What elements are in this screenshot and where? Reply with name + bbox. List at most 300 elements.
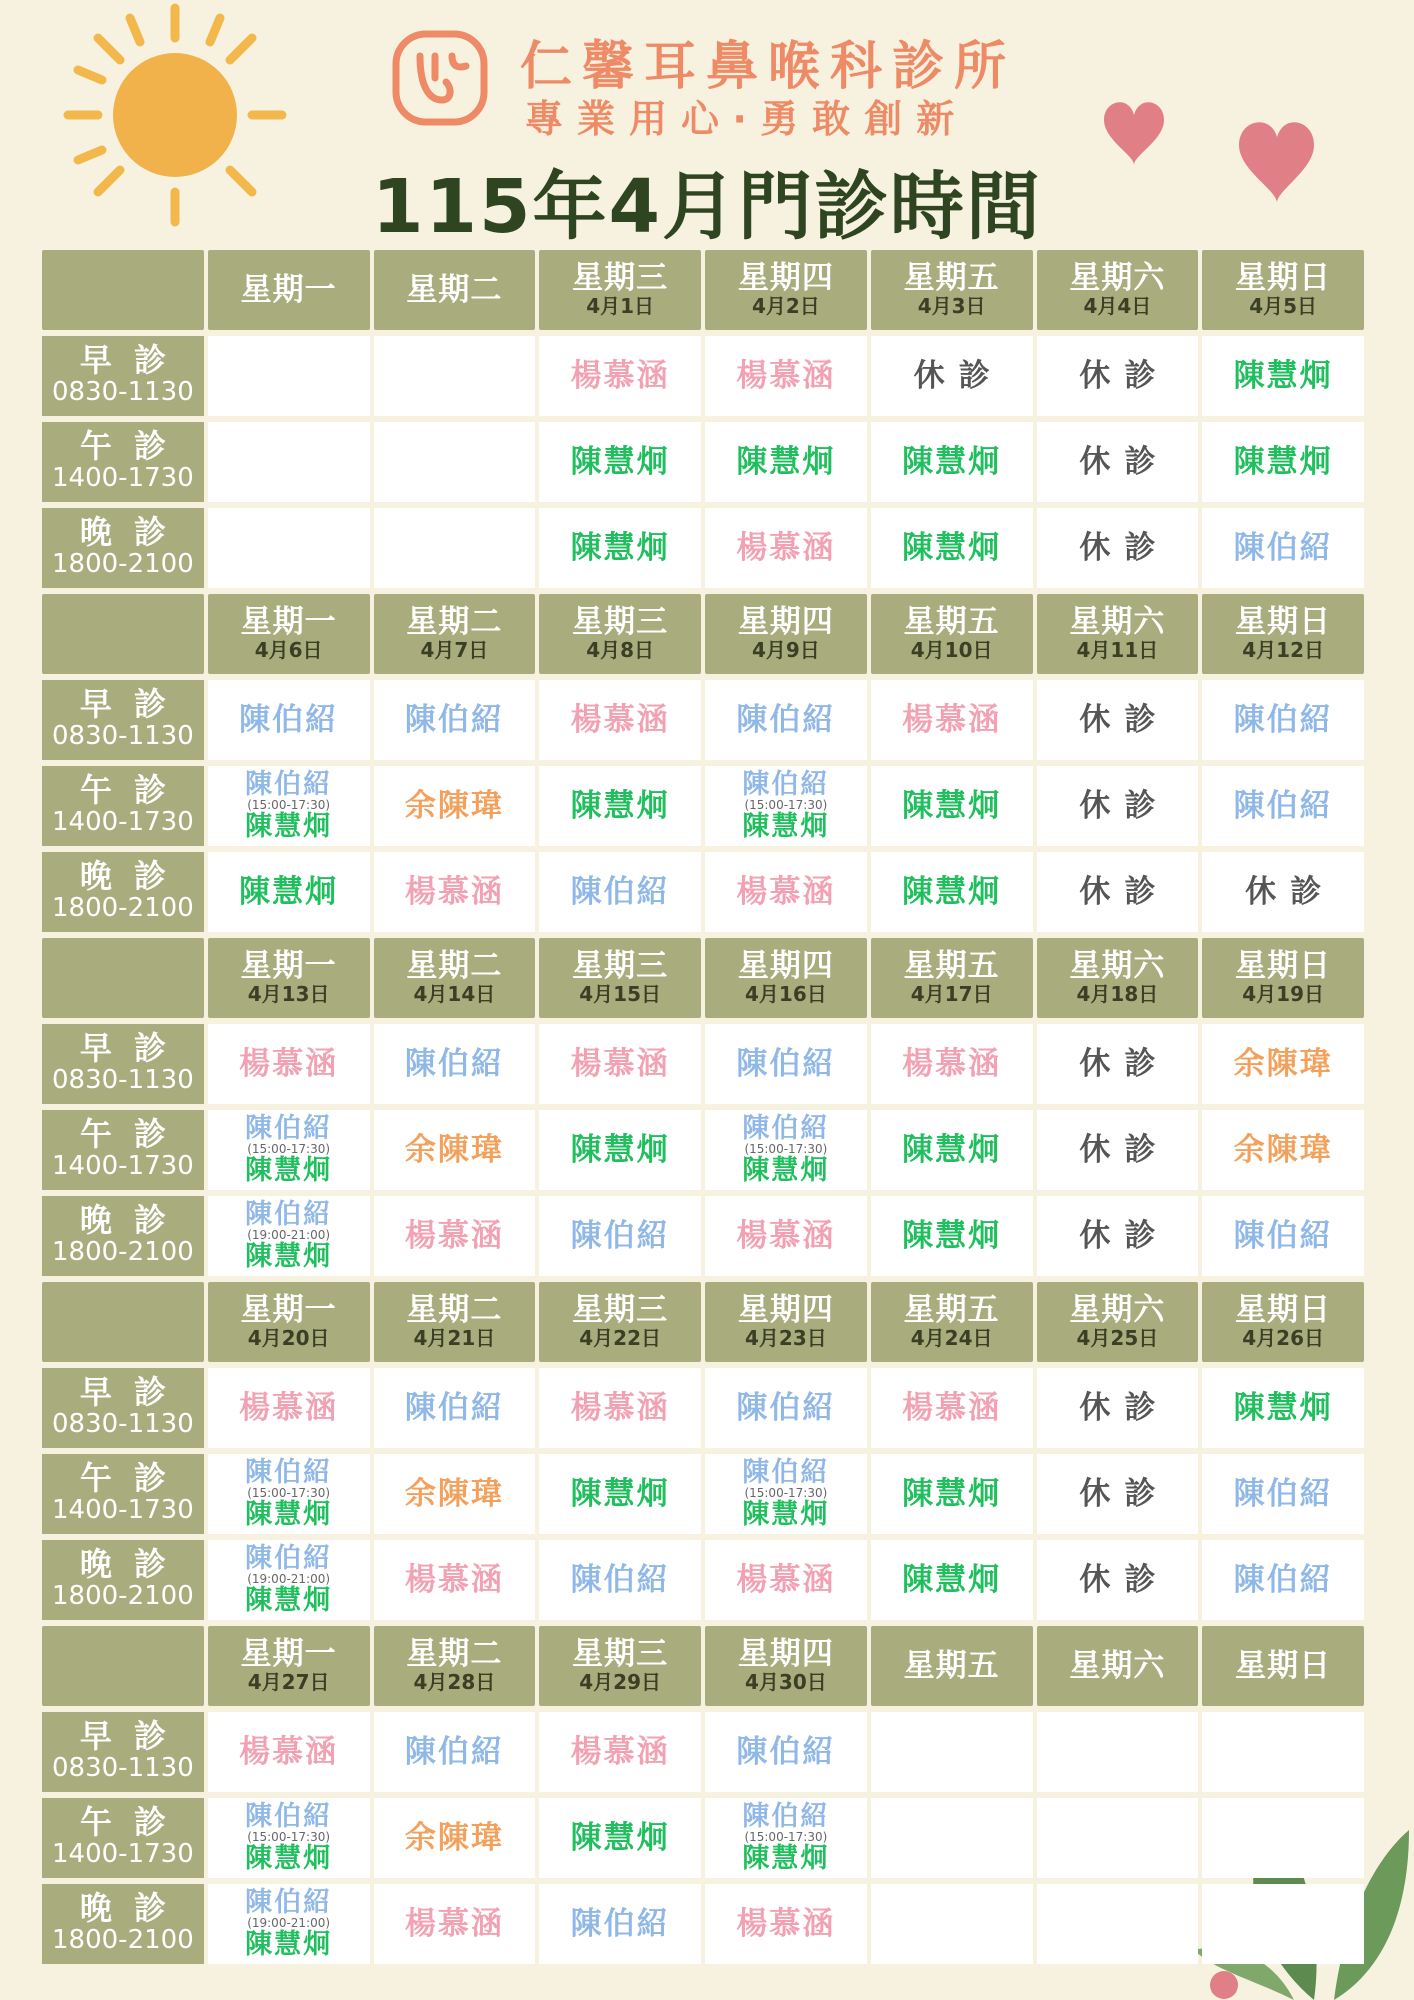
schedule-cell xyxy=(208,1712,370,1792)
page-title: 115年4月門診時間 xyxy=(372,164,1042,250)
doctor-name: 楊慕涵 xyxy=(239,1045,339,1082)
schedule-cell xyxy=(871,1110,1033,1190)
doctor-name: 陳慧炯 xyxy=(736,443,836,480)
schedule-cell xyxy=(705,1712,867,1792)
doctor-name: 楊慕涵 xyxy=(404,1217,504,1254)
hours-note: (15:00-17:30) xyxy=(247,798,331,813)
session-label xyxy=(42,852,204,932)
schedule-cell xyxy=(208,766,370,846)
schedule-cell xyxy=(208,508,370,588)
schedule-cell xyxy=(871,1368,1033,1448)
doctor-name: 陳慧炯 xyxy=(239,873,339,910)
doctor-name: 陳慧炯 xyxy=(742,1154,830,1186)
doctor-name: 陳伯紹 xyxy=(570,1561,670,1598)
doctor-name: 楊慕涵 xyxy=(736,873,836,910)
week-header-corner xyxy=(42,594,204,674)
doctor-name: 陳伯紹 xyxy=(1233,787,1333,824)
doctor-name: 楊慕涵 xyxy=(736,1217,836,1254)
weekday-label: 星期六 xyxy=(1069,947,1166,984)
schedule-cell xyxy=(1037,1024,1199,1104)
schedule-cell xyxy=(374,1110,536,1190)
weekday-label: 星期三 xyxy=(572,603,669,640)
session-label xyxy=(42,1540,204,1620)
doctor-name: 余陳瑋 xyxy=(404,787,504,824)
session-name: 早診 xyxy=(79,341,188,380)
closed-label: 休診 xyxy=(1079,701,1170,738)
schedule-cell xyxy=(871,1884,1033,1964)
weekday-label: 星期一 xyxy=(240,603,337,640)
schedule-cell xyxy=(1202,422,1364,502)
weekday-label: 星期四 xyxy=(737,603,834,640)
closed-label: 休診 xyxy=(1079,1217,1170,1254)
doctor-name: 陳伯紹 xyxy=(736,1733,836,1770)
schedule-cell xyxy=(208,1110,370,1190)
schedule-cell xyxy=(1037,1368,1199,1448)
schedule-cell xyxy=(705,680,867,760)
schedule-cell xyxy=(871,680,1033,760)
day-header xyxy=(871,1626,1033,1706)
session-label xyxy=(42,1368,204,1448)
day-header xyxy=(871,1282,1033,1362)
date-label: 4月29日 xyxy=(579,1670,661,1695)
date-label: 4月27日 xyxy=(247,1670,330,1695)
schedule-cell xyxy=(374,336,536,416)
hours-note: (15:00-17:30) xyxy=(247,1142,331,1157)
doctor-name: 陳慧炯 xyxy=(245,1240,333,1272)
day-header xyxy=(1037,938,1199,1018)
date-label: 4月10日 xyxy=(910,638,993,663)
schedule-cell xyxy=(539,1454,701,1534)
doctor-name: 陳伯紹 xyxy=(404,1045,504,1082)
hours-note: (15:00-17:30) xyxy=(744,1830,828,1845)
schedule-cell xyxy=(871,1196,1033,1276)
date-label: 4月7日 xyxy=(420,638,489,663)
session-label xyxy=(42,336,204,416)
closed-label: 休診 xyxy=(1079,1475,1170,1512)
schedule-cell xyxy=(871,1454,1033,1534)
hours-note: (15:00-17:30) xyxy=(744,1486,828,1501)
session-name: 早診 xyxy=(79,1717,188,1756)
session-label xyxy=(42,1712,204,1792)
doctor-name: 陳慧炯 xyxy=(902,443,1002,480)
session-name: 早診 xyxy=(79,685,188,724)
date-label: 4月24日 xyxy=(910,1326,993,1351)
session-time: 0830-1130 xyxy=(52,1064,194,1095)
doctor-name: 陳慧炯 xyxy=(1233,1389,1333,1426)
closed-label: 休診 xyxy=(1079,1561,1170,1598)
schedule-cell xyxy=(705,336,867,416)
weekday-label: 星期二 xyxy=(406,1291,503,1328)
weekday-label: 星期二 xyxy=(406,603,503,640)
schedule-cell xyxy=(208,680,370,760)
weekday-label: 星期日 xyxy=(1235,259,1332,296)
schedule-cell xyxy=(871,1798,1033,1878)
schedule-cell xyxy=(539,508,701,588)
schedule-cell xyxy=(1202,1798,1364,1878)
doctor-name: 陳慧炯 xyxy=(742,1842,830,1874)
date-label: 4月15日 xyxy=(579,982,661,1007)
day-header xyxy=(1202,1282,1364,1362)
schedule-cell xyxy=(1202,852,1364,932)
schedule-cell xyxy=(871,422,1033,502)
schedule-cell xyxy=(539,1110,701,1190)
session-name: 晚診 xyxy=(79,1545,188,1584)
schedule-cell xyxy=(705,1540,867,1620)
date-label: 4月9日 xyxy=(751,638,820,663)
date-label: 4月2日 xyxy=(751,294,820,319)
schedule-cell xyxy=(374,1368,536,1448)
doctor-name: 陳慧炯 xyxy=(570,787,670,824)
doctor-name: 陳伯紹 xyxy=(742,1457,830,1489)
schedule-cell xyxy=(539,852,701,932)
doctor-name: 楊慕涵 xyxy=(736,1561,836,1598)
weekday-label: 星期日 xyxy=(1235,1291,1332,1328)
day-header xyxy=(871,594,1033,674)
schedule-cell xyxy=(208,1024,370,1104)
doctor-name: 楊慕涵 xyxy=(404,873,504,910)
session-time: 0830-1130 xyxy=(52,720,194,751)
clinic-name: 仁馨耳鼻喉科診所 xyxy=(520,37,1017,97)
doctor-name: 陳慧炯 xyxy=(902,787,1002,824)
doctor-name: 余陳瑋 xyxy=(1233,1131,1333,1168)
schedule-cell xyxy=(871,1024,1033,1104)
session-name: 午診 xyxy=(79,1459,188,1498)
session-time: 1800-2100 xyxy=(52,892,194,923)
doctor-name: 楊慕涵 xyxy=(570,1045,670,1082)
schedule-cell xyxy=(1037,766,1199,846)
doctor-name: 楊慕涵 xyxy=(570,1733,670,1770)
doctor-name: 陳慧炯 xyxy=(245,1154,333,1186)
doctor-name: 陳伯紹 xyxy=(1233,1217,1333,1254)
weekday-label: 星期六 xyxy=(1069,259,1166,296)
closed-label: 休診 xyxy=(1079,443,1170,480)
weekday-label: 星期三 xyxy=(572,947,669,984)
hours-note: (15:00-17:30) xyxy=(744,798,828,813)
date-label: 4月22日 xyxy=(579,1326,661,1351)
date-label: 4月3日 xyxy=(917,294,986,319)
schedule-cell xyxy=(705,766,867,846)
session-name: 午診 xyxy=(79,1803,188,1842)
day-header xyxy=(539,1626,701,1706)
schedule-table xyxy=(42,250,1364,1964)
schedule-cell xyxy=(1037,336,1199,416)
schedule-cell xyxy=(539,680,701,760)
weekday-label: 星期五 xyxy=(903,603,1000,640)
schedule-cell xyxy=(1037,680,1199,760)
schedule-cell xyxy=(1202,508,1364,588)
schedule-cell xyxy=(1037,422,1199,502)
day-header xyxy=(1037,594,1199,674)
day-header xyxy=(1037,250,1199,330)
day-header xyxy=(374,1626,536,1706)
schedule-cell xyxy=(1037,1540,1199,1620)
date-label: 4月13日 xyxy=(247,982,330,1007)
session-name: 午診 xyxy=(79,771,188,810)
schedule-cell xyxy=(539,1712,701,1792)
clinic-slogan: 專業用心‧勇敢創新 xyxy=(525,97,969,141)
date-label: 4月23日 xyxy=(745,1326,827,1351)
session-label xyxy=(42,1884,204,1964)
schedule-cell xyxy=(539,1884,701,1964)
schedule-cell xyxy=(705,852,867,932)
date-label: 4月5日 xyxy=(1249,294,1318,319)
doctor-name: 楊慕涵 xyxy=(404,1561,504,1598)
weekday-label: 星期二 xyxy=(406,947,503,984)
schedule-cell xyxy=(208,1454,370,1534)
weekday-label: 星期五 xyxy=(903,1647,1000,1684)
doctor-name: 楊慕涵 xyxy=(736,357,836,394)
schedule-cell xyxy=(539,422,701,502)
date-label: 4月16日 xyxy=(745,982,827,1007)
doctor-name: 陳伯紹 xyxy=(404,701,504,738)
doctor-name: 余陳瑋 xyxy=(404,1475,504,1512)
schedule-cell xyxy=(208,1540,370,1620)
schedule-cell xyxy=(539,1024,701,1104)
closed-label: 休診 xyxy=(1079,357,1170,394)
doctor-name: 陳伯紹 xyxy=(404,1733,504,1770)
session-name: 午診 xyxy=(79,1115,188,1154)
schedule-cell xyxy=(1202,1024,1364,1104)
weekday-label: 星期四 xyxy=(737,259,834,296)
closed-label: 休診 xyxy=(1079,1389,1170,1426)
doctor-name: 余陳瑋 xyxy=(404,1819,504,1856)
weekday-label: 星期二 xyxy=(406,1635,503,1672)
weekday-label: 星期日 xyxy=(1235,1647,1332,1684)
schedule-cell xyxy=(374,680,536,760)
weekday-label: 星期一 xyxy=(240,1291,337,1328)
weekday-label: 星期五 xyxy=(903,947,1000,984)
doctor-name: 楊慕涵 xyxy=(570,701,670,738)
session-time: 1800-2100 xyxy=(52,1580,194,1611)
doctor-name: 陳伯紹 xyxy=(570,1905,670,1942)
doctor-name: 楊慕涵 xyxy=(239,1733,339,1770)
date-label: 4月26日 xyxy=(1242,1326,1324,1351)
schedule-cell xyxy=(374,1884,536,1964)
session-name: 晚診 xyxy=(79,857,188,896)
day-header xyxy=(705,1626,867,1706)
day-header xyxy=(208,1626,370,1706)
date-label: 4月28日 xyxy=(413,1670,496,1695)
schedule-cell xyxy=(1202,1540,1364,1620)
hours-note: (15:00-17:30) xyxy=(744,1142,828,1157)
session-label xyxy=(42,422,204,502)
doctor-name: 陳慧炯 xyxy=(245,1928,333,1960)
doctor-name: 余陳瑋 xyxy=(404,1131,504,1168)
schedule-cell xyxy=(1037,508,1199,588)
schedule-cell xyxy=(539,1540,701,1620)
session-time: 0830-1130 xyxy=(52,376,194,407)
weekday-label: 星期一 xyxy=(240,1635,337,1672)
date-label: 4月14日 xyxy=(413,982,496,1007)
doctor-name: 陳伯紹 xyxy=(245,1887,333,1919)
weekday-label: 星期三 xyxy=(572,1635,669,1672)
doctor-name: 陳伯紹 xyxy=(742,769,830,801)
schedule-cell xyxy=(1202,1368,1364,1448)
date-label: 4月1日 xyxy=(586,294,655,319)
session-time: 1400-1730 xyxy=(52,462,194,493)
schedule-cell xyxy=(374,852,536,932)
day-header xyxy=(705,1282,867,1362)
schedule-cell xyxy=(374,1024,536,1104)
session-name: 午診 xyxy=(79,427,188,466)
schedule-cell xyxy=(705,1368,867,1448)
day-header xyxy=(1202,594,1364,674)
day-header xyxy=(374,938,536,1018)
weekday-label: 星期六 xyxy=(1069,1647,1166,1684)
date-label: 4月11日 xyxy=(1076,638,1159,663)
weekday-label: 星期日 xyxy=(1235,603,1332,640)
weekday-label: 星期五 xyxy=(903,259,1000,296)
doctor-name: 陳伯紹 xyxy=(245,1199,333,1231)
date-label: 4月8日 xyxy=(586,638,655,663)
session-name: 早診 xyxy=(79,1029,188,1068)
session-time: 1400-1730 xyxy=(52,1838,194,1869)
date-label: 4月19日 xyxy=(1242,982,1324,1007)
day-header xyxy=(208,250,370,330)
schedule-cell xyxy=(871,1540,1033,1620)
session-time: 0830-1130 xyxy=(52,1408,194,1439)
doctor-name: 陳慧炯 xyxy=(1233,443,1333,480)
doctor-name: 余陳瑋 xyxy=(1233,1045,1333,1082)
day-header xyxy=(539,594,701,674)
schedule-cell xyxy=(1202,1196,1364,1276)
weekday-label: 星期三 xyxy=(572,1291,669,1328)
session-name: 晚診 xyxy=(79,1201,188,1240)
week-header-corner xyxy=(42,1626,204,1706)
schedule-cell xyxy=(871,766,1033,846)
weekday-label: 星期二 xyxy=(406,271,503,308)
doctor-name: 陳慧炯 xyxy=(245,1584,333,1616)
date-label: 4月30日 xyxy=(745,1670,827,1695)
session-label xyxy=(42,1024,204,1104)
schedule-cell xyxy=(208,852,370,932)
day-header xyxy=(871,250,1033,330)
date-label: 4月20日 xyxy=(247,1326,330,1351)
day-header xyxy=(705,250,867,330)
session-time: 1400-1730 xyxy=(52,1494,194,1525)
doctor-name: 楊慕涵 xyxy=(570,1389,670,1426)
day-header xyxy=(539,938,701,1018)
day-header xyxy=(539,1282,701,1362)
day-header xyxy=(1202,938,1364,1018)
schedule-cell xyxy=(705,1798,867,1878)
schedule-cell xyxy=(374,1196,536,1276)
schedule-cell xyxy=(705,422,867,502)
doctor-name: 楊慕涵 xyxy=(239,1389,339,1426)
schedule-cell xyxy=(705,1884,867,1964)
day-header xyxy=(1202,1626,1364,1706)
doctor-name: 陳慧炯 xyxy=(245,1842,333,1874)
day-header xyxy=(374,594,536,674)
schedule-cell xyxy=(1037,1884,1199,1964)
schedule-cell xyxy=(705,1454,867,1534)
weekday-label: 星期日 xyxy=(1235,947,1332,984)
doctor-name: 陳慧炯 xyxy=(245,1498,333,1530)
doctor-name: 陳慧炯 xyxy=(902,1475,1002,1512)
doctor-name: 陳慧炯 xyxy=(902,873,1002,910)
closed-label: 休診 xyxy=(1079,1131,1170,1168)
doctor-name: 陳慧炯 xyxy=(742,1498,830,1530)
schedule-cell xyxy=(374,422,536,502)
date-label: 4月18日 xyxy=(1076,982,1159,1007)
doctor-name: 陳慧炯 xyxy=(570,1475,670,1512)
session-label xyxy=(42,1798,204,1878)
schedule-cell xyxy=(1202,1884,1364,1964)
schedule-cell xyxy=(374,1454,536,1534)
doctor-name: 陳慧炯 xyxy=(570,529,670,566)
day-header xyxy=(1037,1282,1199,1362)
schedule-cell xyxy=(1037,852,1199,932)
hours-note: (15:00-17:30) xyxy=(247,1830,331,1845)
schedule-cell xyxy=(871,1712,1033,1792)
schedule-cell xyxy=(705,1196,867,1276)
doctor-name: 楊慕涵 xyxy=(736,529,836,566)
date-label: 4月25日 xyxy=(1076,1326,1159,1351)
schedule-cell xyxy=(1202,1454,1364,1534)
session-label xyxy=(42,766,204,846)
session-time: 1400-1730 xyxy=(52,806,194,837)
weekday-label: 星期三 xyxy=(572,259,669,296)
elephant-logo xyxy=(390,28,490,128)
schedule-cell xyxy=(539,1196,701,1276)
schedule-cell xyxy=(374,1712,536,1792)
day-header xyxy=(705,594,867,674)
day-header xyxy=(374,250,536,330)
session-label xyxy=(42,508,204,588)
doctor-name: 陳伯紹 xyxy=(742,1113,830,1145)
doctor-name: 陳伯紹 xyxy=(245,1801,333,1833)
schedule-cell xyxy=(1202,1712,1364,1792)
schedule-cell xyxy=(374,766,536,846)
schedule-cell xyxy=(705,508,867,588)
doctor-name: 陳慧炯 xyxy=(245,810,333,842)
doctor-name: 陳伯紹 xyxy=(404,1389,504,1426)
doctor-name: 陳慧炯 xyxy=(570,1131,670,1168)
doctor-name: 陳伯紹 xyxy=(1233,1561,1333,1598)
day-header xyxy=(208,594,370,674)
doctor-name: 陳伯紹 xyxy=(570,1217,670,1254)
schedule-cell xyxy=(374,1798,536,1878)
doctor-name: 陳伯紹 xyxy=(1233,701,1333,738)
schedule-cell xyxy=(539,1798,701,1878)
session-name: 晚診 xyxy=(79,1889,188,1928)
session-time: 1800-2100 xyxy=(52,1924,194,1955)
schedule-cell xyxy=(539,766,701,846)
session-name: 早診 xyxy=(79,1373,188,1412)
session-name: 晚診 xyxy=(79,513,188,552)
closed-label: 休診 xyxy=(1079,1045,1170,1082)
weekday-label: 星期四 xyxy=(737,1635,834,1672)
schedule-cell xyxy=(208,1798,370,1878)
doctor-name: 楊慕涵 xyxy=(736,1905,836,1942)
week-header-corner xyxy=(42,250,204,330)
doctor-name: 陳伯紹 xyxy=(239,701,339,738)
closed-label: 休診 xyxy=(1245,873,1336,910)
weekday-label: 星期五 xyxy=(903,1291,1000,1328)
session-label xyxy=(42,1196,204,1276)
schedule-cell xyxy=(871,852,1033,932)
schedule-cell xyxy=(1037,1712,1199,1792)
closed-label: 休診 xyxy=(913,357,1004,394)
day-header xyxy=(208,1282,370,1362)
day-header xyxy=(1202,250,1364,330)
doctor-name: 楊慕涵 xyxy=(570,357,670,394)
hours-note: (19:00-21:00) xyxy=(247,1572,331,1587)
schedule-cell xyxy=(208,1368,370,1448)
doctor-name: 陳伯紹 xyxy=(1233,1475,1333,1512)
doctor-name: 陳伯紹 xyxy=(736,1045,836,1082)
session-time: 1800-2100 xyxy=(52,1236,194,1267)
